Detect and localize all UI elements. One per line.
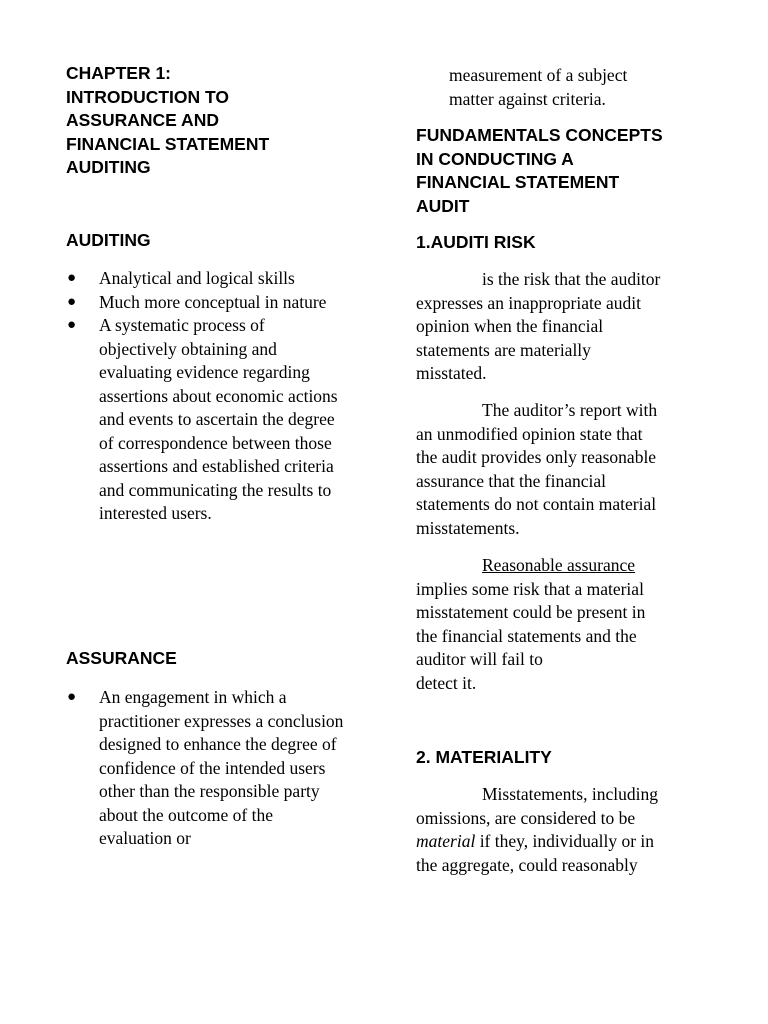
text-line: misstatements. [416, 517, 520, 538]
fundamentals-heading [416, 124, 663, 218]
bullet-icon: ● [67, 270, 77, 286]
chapter-heading-line: ASSURANCE AND [66, 110, 219, 130]
heading-line: AUDIT [416, 195, 470, 216]
materiality-paragraph [416, 783, 658, 877]
reasonable-assurance-term: Reasonable assurance [482, 555, 636, 575]
text-line: auditor will fail to [416, 649, 543, 669]
text-line: the audit provides only reasonable [416, 447, 657, 467]
continued-text [449, 64, 627, 111]
text-line: The auditor’s report with [482, 400, 658, 420]
bullet-icon: ● [67, 689, 77, 705]
assurance-bullet-list [66, 686, 346, 851]
text-line [416, 554, 645, 578]
text-line: measurement of a subject [449, 65, 628, 85]
auditor-report-paragraph [416, 399, 657, 540]
list-item: ● Analytical and logical skills [66, 267, 346, 291]
text-line: omissions, are considered to be [416, 807, 636, 828]
audit-risk-heading: 1.AUDITI RISK [416, 232, 536, 252]
text-line: an unmodified opinion state that [416, 423, 643, 444]
text-line: the financial statements and the [416, 625, 637, 646]
list-item: ● Much more conceptual in nature [66, 291, 346, 315]
list-item: ● A systematic process of objectively obtaining and evaluating evidence regarding assertions about economic actions and events to ascertain the degree of correspondence between those assertions and established criteria and communicating the results to interested users. [67, 315, 338, 523]
reasonable-assurance-paragraph [416, 554, 645, 695]
text-line: material if they, individually or in [416, 831, 655, 851]
text-line: detect it. [416, 672, 477, 693]
text-line: the aggregate, could reasonably [416, 854, 638, 875]
assurance-heading: ASSURANCE [66, 648, 177, 668]
material-term: material [416, 831, 476, 851]
bullet-icon: ● [67, 293, 77, 310]
text-line: Misstatements, including [482, 784, 658, 804]
heading-line: FINANCIAL STATEMENT [416, 172, 620, 192]
chapter-heading-line: CHAPTER 1: [66, 63, 172, 83]
text-line: opinion when the financial [416, 316, 604, 336]
bullet-icon: ● [67, 317, 77, 333]
text-line: misstatement could be present in [416, 602, 646, 622]
text-line: statements do not contain material [416, 494, 657, 514]
list-item: ● An engagement in which a practitioner expresses a conclusion designed to enhance the degree of confidence of the intended users other than the responsible party about the outcome of the evaluation or [67, 687, 344, 848]
heading-line: FUNDAMENTALS CONCEPTS [416, 125, 663, 145]
chapter-heading-line: INTRODUCTION TO [66, 86, 230, 107]
text-line: expresses an inappropriate audit [416, 292, 641, 313]
text-line: assurance that the financial [416, 470, 606, 491]
text-line: is the risk that the auditor [482, 269, 661, 289]
chapter-heading-line: AUDITING [66, 157, 151, 177]
materiality-heading: 2. MATERIALITY [416, 747, 552, 767]
heading-line: IN CONDUCTING A [416, 148, 574, 169]
auditing-heading: AUDITING [66, 230, 151, 250]
text-line: matter against criteria. [449, 88, 606, 109]
chapter-heading-line: FINANCIAL STATEMENT [66, 133, 270, 154]
chapter-heading [66, 62, 269, 180]
text-line: statements are materially [416, 339, 591, 360]
audit-risk-definition [416, 268, 660, 386]
auditing-bullet-list [66, 267, 346, 526]
text-line: misstated. [416, 363, 487, 383]
text-line: implies some risk that a material [416, 578, 644, 599]
